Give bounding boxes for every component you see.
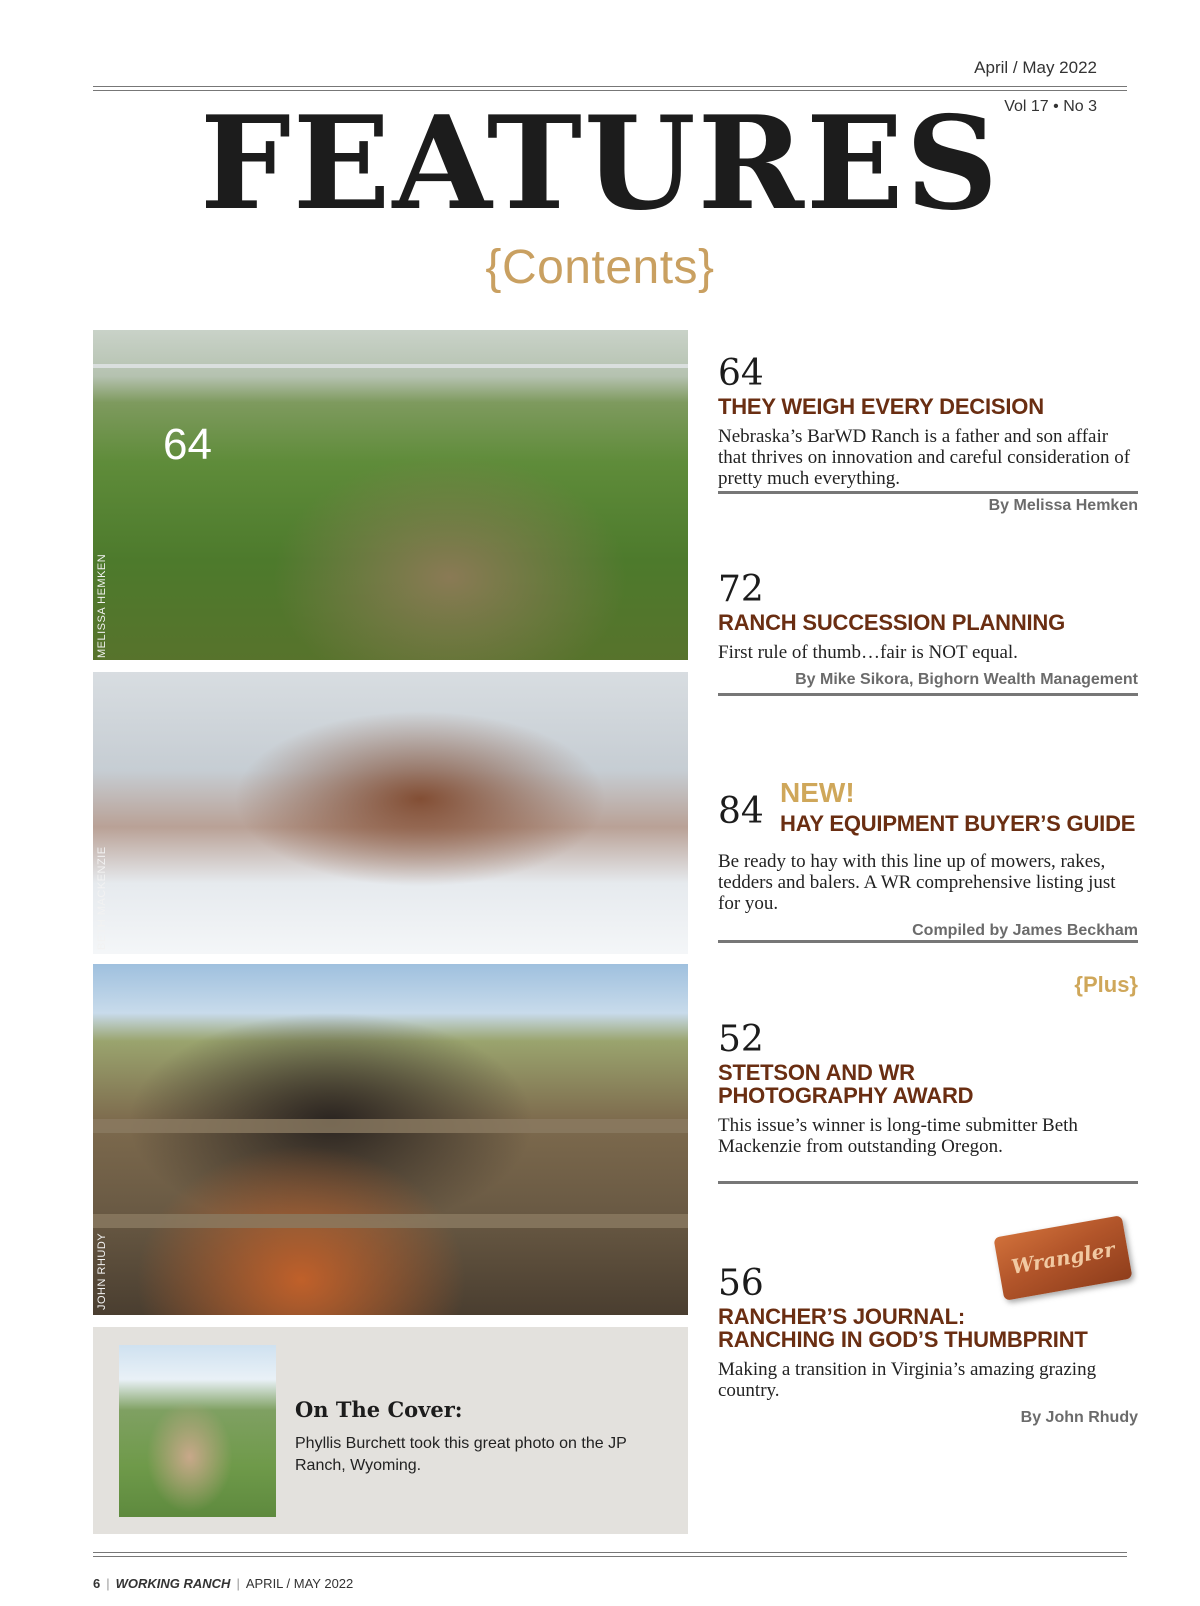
article-byline: By Mike Sikora, Bighorn Wealth Management (795, 671, 1138, 688)
cover-title: On The Cover: (295, 1397, 463, 1422)
article-page-number: 52 (718, 1019, 764, 1060)
article-title[interactable]: RANCH SUCCESSION PLANNING (718, 610, 1066, 635)
article-description: First rule of thumb…fair is NOT equal. (718, 642, 1018, 663)
plus-section-label: {Plus} (1074, 972, 1138, 997)
fence-rail (93, 1214, 688, 1228)
new-badge: NEW! (780, 777, 855, 808)
issue-date: April / May 2022 (974, 58, 1097, 77)
page-title: FEATURES (200, 89, 1000, 239)
article-page-number: 72 (718, 569, 764, 610)
article-description: Be ready to hay with this line up of mowers, rakes, tedders and balers. A WR comprehensive listing just for you. (718, 851, 1116, 914)
photo-credit: BETH MACKENZIE (96, 846, 108, 950)
article-page-number: 64 (718, 353, 764, 394)
article-byline: By Melissa Hemken (988, 497, 1138, 514)
article-56[interactable] (718, 1263, 1138, 1427)
article-divider (718, 693, 1138, 696)
fence-rail (93, 1119, 688, 1133)
article-title-line-2[interactable]: RANCHING IN GOD’S THUMBPRINT (718, 1327, 1088, 1352)
article-title-line-1[interactable]: STETSON AND WR (718, 1060, 915, 1085)
photo-credit: JOHN RHUDY (96, 1232, 108, 1310)
footer-issue: APRIL / MAY 2022 (245, 1576, 354, 1591)
feature-photo-cattle-pens[interactable] (93, 964, 688, 1315)
article-byline: By John Rhudy (1020, 1409, 1138, 1426)
footer-rule (93, 1552, 1127, 1557)
article-72[interactable] (718, 569, 1138, 689)
page-footer: 6 | WORKING RANCH | APRIL / MAY 2022 (93, 1576, 354, 1591)
article-84[interactable] (718, 843, 1138, 940)
feature-photo-cattle-snow[interactable] (93, 672, 688, 954)
article-52[interactable] (718, 1019, 1138, 1157)
cover-description: Phyllis Burchett took this great photo on the JP Ranch, Wyoming. (295, 1435, 627, 1474)
article-divider (718, 1181, 1138, 1184)
article-title-line-2[interactable]: PHOTOGRAPHY AWARD (718, 1083, 974, 1108)
feature-photo-irrigation[interactable] (93, 330, 688, 660)
photo-credit: MELISSA HEMKEN (96, 553, 108, 658)
wrangler-logo-text: Wrangler (1009, 1237, 1117, 1279)
footer-page-number: 6 (93, 1576, 101, 1591)
page-subtitle: {Contents} (485, 241, 715, 294)
article-description: Nebraska’s BarWD Ranch is a father and son affair that thrives on innovation and careful consideration of pretty much everything. (718, 426, 1131, 489)
footer-magazine-name: WORKING RANCH (115, 1576, 231, 1591)
cover-thumbnail[interactable] (119, 1345, 276, 1517)
article-divider (718, 491, 1138, 494)
article-title[interactable]: HAY EQUIPMENT BUYER’S GUIDE (780, 811, 1136, 836)
pivot-irrigator-line (93, 364, 688, 368)
article-page-number: 56 (718, 1263, 764, 1304)
article-title-line-1[interactable]: RANCHER’S JOURNAL: (718, 1304, 965, 1329)
article-byline: Compiled by James Beckham (912, 922, 1138, 939)
article-divider (718, 940, 1138, 943)
article-title[interactable]: THEY WEIGH EVERY DECISION (718, 394, 1044, 419)
article-page-number: 84 (718, 791, 764, 832)
article-description: This issue’s winner is long-time submitter Beth Mackenzie from outstanding Oregon. (718, 1115, 1078, 1157)
volume-number: Vol 17 • No 3 (1004, 98, 1097, 115)
article-description: Making a transition in Virginia’s amazing grazing country. (718, 1359, 1097, 1401)
on-the-cover-box (93, 1327, 688, 1534)
photo-page-number: 64 (163, 420, 212, 469)
